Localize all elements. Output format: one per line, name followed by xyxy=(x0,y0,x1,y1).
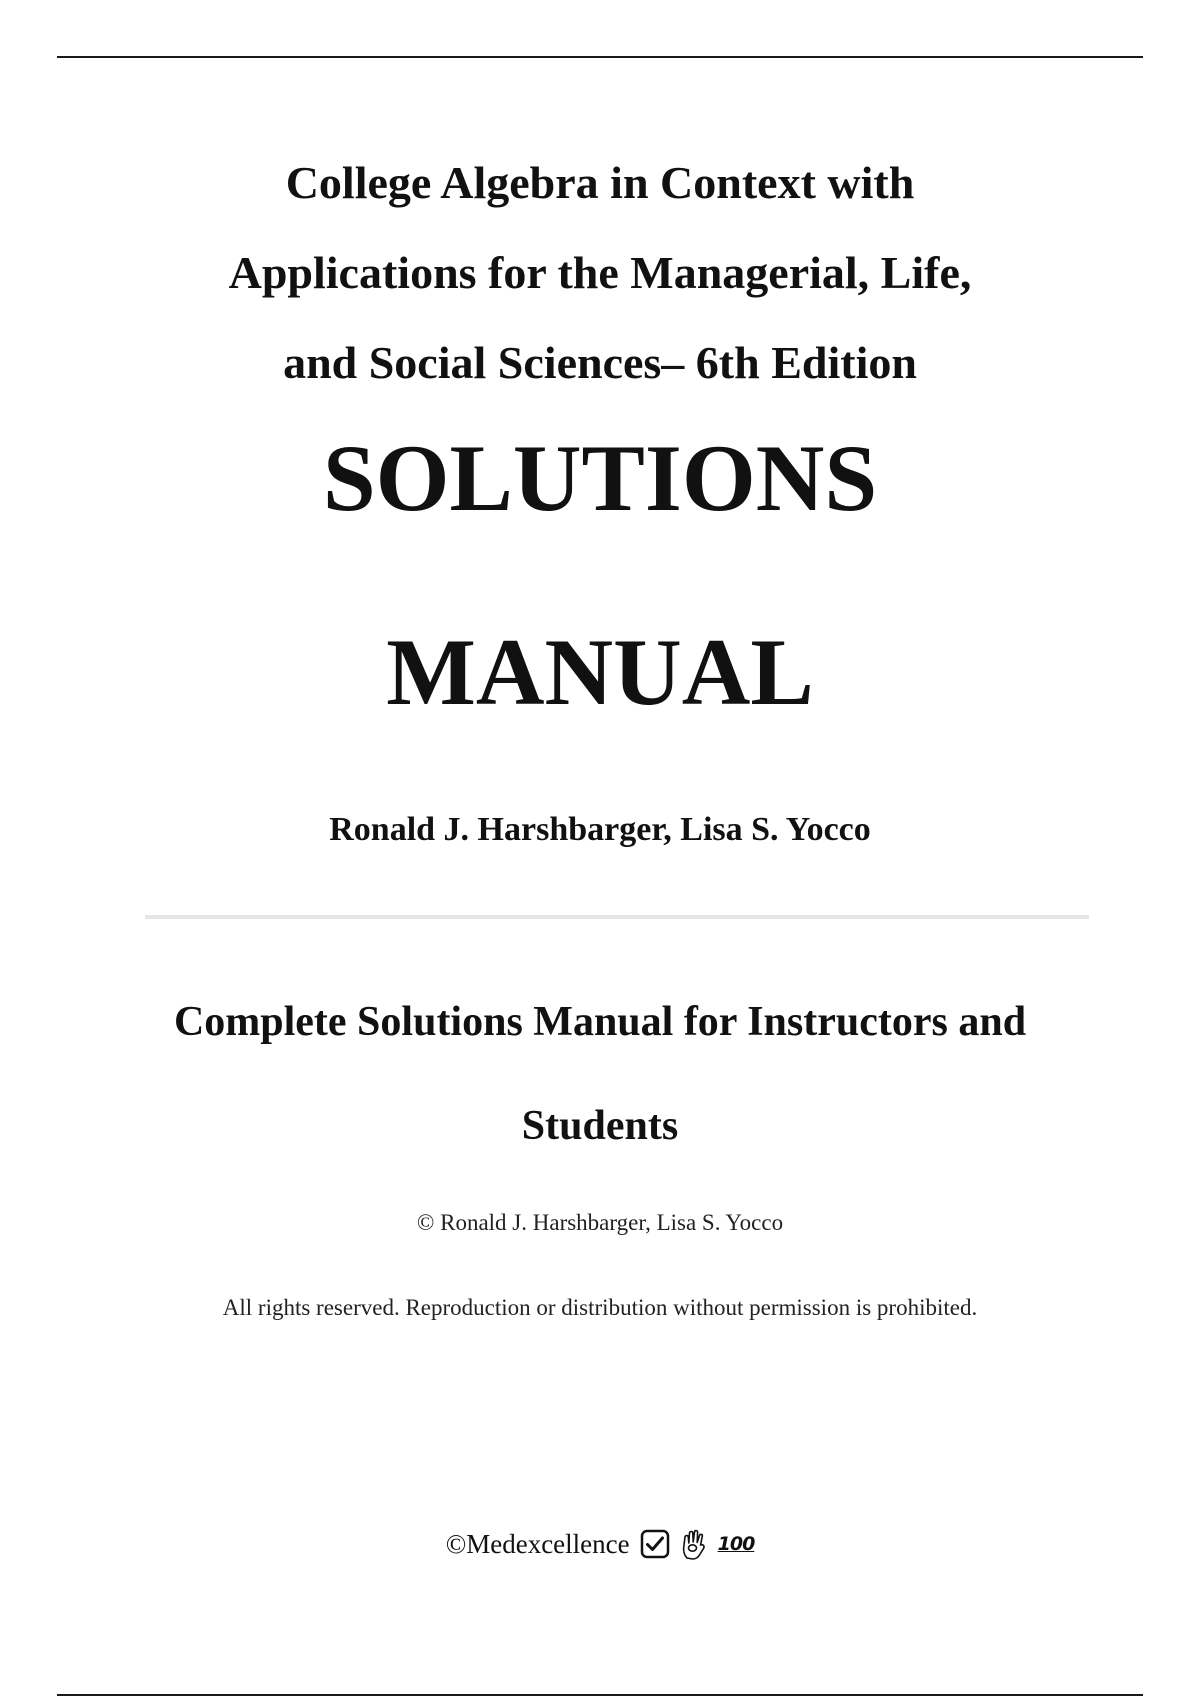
check-box-icon xyxy=(640,1529,670,1559)
book-title-line-2: Applications for the Managerial, Life, xyxy=(228,247,972,298)
subtitle-line-2: Students xyxy=(521,1103,679,1149)
subtitle-line-1: Complete Solutions Manual for Instructors and xyxy=(173,999,1027,1045)
authors: Ronald J. Harshbarger, Lisa S. Yocco xyxy=(329,811,871,848)
brand-name: ©Medexcellence xyxy=(445,1529,630,1559)
book-title-line-3: and Social Sciences– 6th Edition xyxy=(283,337,917,388)
heading-solutions: SOLUTIONS xyxy=(322,425,878,531)
section-divider xyxy=(145,915,1089,919)
heading-manual: MANUAL xyxy=(386,619,814,725)
brand-row xyxy=(446,1522,755,1566)
book-title xyxy=(0,138,1200,408)
rights-notice: All rights reserved. Reproduction or distribution without permission is prohibited. xyxy=(222,1295,978,1320)
copyright-notice: © Ronald J. Harshbarger, Lisa S. Yocco xyxy=(416,1210,784,1235)
subtitle xyxy=(0,970,1200,1178)
ok-hand-icon xyxy=(680,1528,708,1560)
brand-line xyxy=(0,1522,1200,1566)
top-rule xyxy=(57,56,1143,58)
hundred-points-icon: 100 xyxy=(717,1532,755,1555)
bottom-rule xyxy=(57,1694,1143,1696)
book-title-line-1: College Algebra in Context with xyxy=(285,157,915,208)
